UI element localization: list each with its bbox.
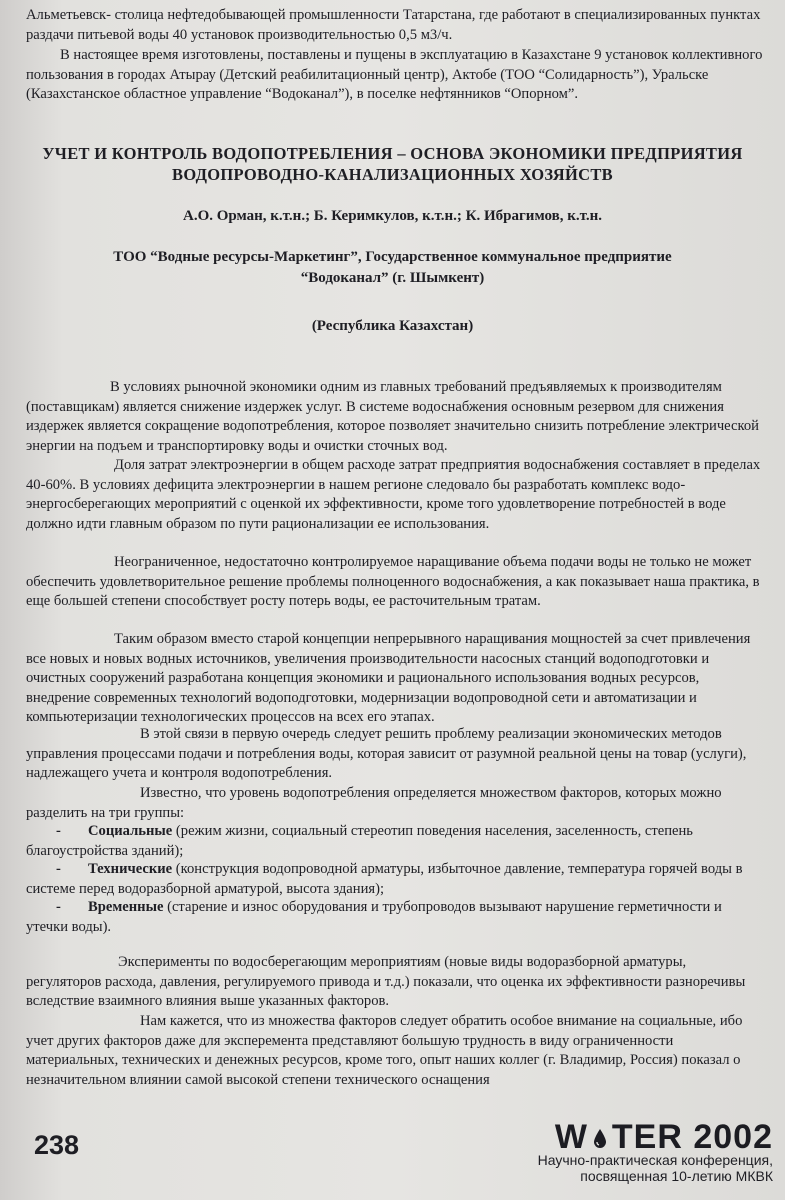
article-title: УЧЕТ И КОНТРОЛЬ ВОДОПОТРЕБЛЕНИЯ – ОСНОВА ЭКОНОМИКИ ПРЕДПРИЯТИЯ ВОДОПРОВОДНО-КАНАЛИЗАЦИОННЫХ ХОЗЯЙСТВ	[42, 144, 743, 184]
page-number: 238	[34, 1130, 80, 1160]
body-paragraph-3: Неограниченное, недостаточно контролируемое наращивание объема подачи воды не только не может обеспечить удовлетворительное решение проблемы полноценного водоснабжения, а как показывает наша практика, в еще большей степени способствует росту потерь воды, ее расточительным тратам.	[26, 554, 760, 609]
conference-line-2: посвященная 10-летию МКВК	[580, 1168, 773, 1184]
list-item-technical: - Технические (конструкция водопроводной арматуры, избыточное давление, температура горячей воды в системе перед водоразборной арматурой, высота здания);	[26, 861, 743, 897]
list-item-social: - Социальные (режим жизни, социальный стереотип поведения населения, заселенность, степень благоустройства зданий);	[26, 823, 693, 859]
article-organization: ТОО “Водные ресурсы-Маркетинг”, Государственное коммунальное предприятие “Водоканал” (г. Шымкент)	[113, 249, 672, 286]
body-paragraph-4: Таким образом вместо старой концепции непрерывного наращивания мощностей за счет привлечения все новых и новых водных источников, увеличения производительности насосных станций водоподготовки и очистных сооружений разработана концепция экономики и рационального использования водных ресурсов, внедрение современных технологий водоподготовки, модернизации водопроводной сети и автоматизации и компьютеризации технологических процессов на всех его этапах.	[26, 631, 751, 725]
body-paragraph-1: В условиях рыночной экономики одним из главных требований предъявляемых к производителям (поставщикам) является снижение издержек услуг. В системе водоснабжения основным резервом для снижения издержек является сокращение водопотребления, которое позволяет значительно снизить потребление электрической энергии на подъем и транспортировку воды и очистки сточных вод.	[26, 379, 759, 454]
intro-paragraph-1: Альметьевск- столица нефтедобывающей промышленности Татарстана, где работают в специализированных пунктах раздачи питьевой воды 40 установок производительностью 0,5 м3/ч.	[26, 7, 761, 43]
intro-paragraph-2: В настоящее время изготовлены, поставлены и пущены в эксплуатацию в Казахстане 9 установок коллективного пользования в городах Атырау (Детский реабилитационный центр), Актобе (ТОО “Солидарность”), Уральске (Казахстанское областное управление “Водоканал”), в поселке нефтянников “Опорном”.	[26, 47, 763, 102]
article-country: (Республика Казахстан)	[311, 318, 474, 334]
water-drop-icon	[592, 1128, 608, 1150]
body-paragraph-5: В этой связи в первую очередь следует решить проблему реализации экономических методов управления процессами подачи и потребления воды, которая зависит от разумной реальной цены на товар (услуги), надлежащего учета и контроля водопотребления.	[26, 726, 747, 781]
body-paragraph-2: Доля затрат электроэнергии в общем расходе затрат предприятия водоснабжения составляет в пределах 40-60%. В условиях дефицита электроэнергии в нашем регионе следовало бы разработать комплекс водо-энергосберегающих мероприятий с оценкой их эффективности, кроме того удовлетворение потребностей в воде должно идти главным образом по пути рационализации ее использования.	[26, 457, 761, 532]
list-item-temporal: - Временные (старение и износ оборудования и трубопроводов вызывают нарушение герметичности и утечки воды).	[26, 899, 722, 935]
water-2002-logo: W TER 2002	[554, 1118, 773, 1156]
conference-line-1: Научно-практическая конференция,	[537, 1152, 773, 1168]
bullet-dash: -	[56, 861, 61, 877]
bullet-dash: -	[56, 899, 61, 915]
body-paragraph-6: Известно, что уровень водопотребления определяется множеством факторов, которых можно разделить на три группы:	[26, 785, 722, 821]
article-authors: А.О. Орман, к.т.н.; Б. Керимкулов, к.т.н.; К. Ибрагимов, к.т.н.	[183, 208, 602, 224]
body-paragraph-7: Эксперименты по водосберегающим мероприятиям (новые виды водоразборной арматуры, регуляторов расхода, давления, регулируемого привода и т.д.) показали, что оценка их эффективности разноречивы вследствие взаимного влияния выше указанных факторов.	[26, 954, 746, 1009]
bullet-dash: -	[56, 823, 61, 839]
body-paragraph-8: Нам кажется, что из множества факторов следует обратить особое внимание на социальные, ибо учет других факторов даже для эксперемента представляют большую трудность в виду ограниченности материальных, технических и денежных ресурсов, кроме того, опыт наших коллег (г. Владимир, Россия) показал о незначительном влиянии самой высокой степени технического оснащения	[26, 1013, 743, 1088]
conference-caption	[538, 1152, 773, 1184]
